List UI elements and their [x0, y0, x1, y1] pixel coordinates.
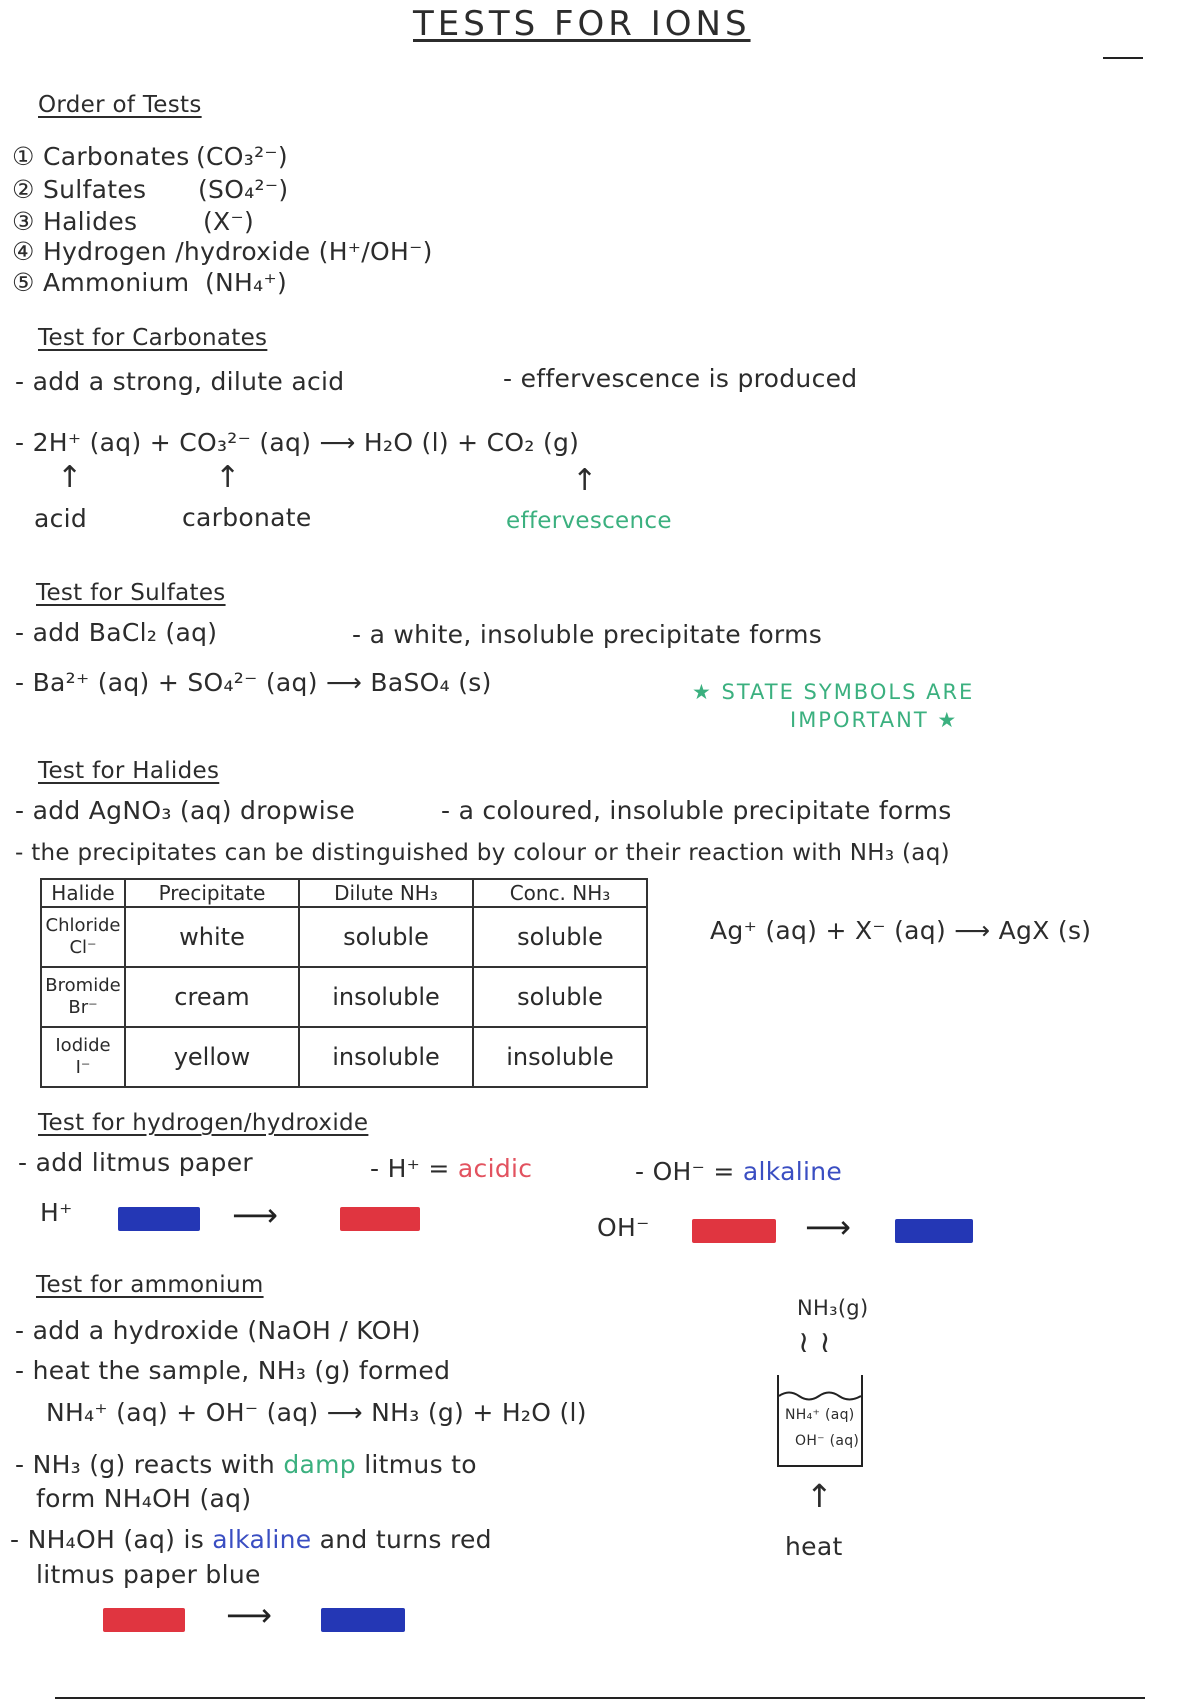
beaker-contents-line: NH₄⁺ (aq)	[785, 1407, 855, 1423]
order-item-ion: (X⁻)	[203, 207, 255, 236]
order-heading: Order of Tests	[38, 92, 202, 118]
halide-cell	[41, 967, 125, 1027]
carbonates-heading: Test for Carbonates	[38, 325, 268, 351]
red-litmus-strip	[692, 1219, 776, 1243]
red-litmus-strip	[340, 1207, 420, 1231]
order-item-number: ②	[12, 175, 35, 204]
order-item-number: ④	[12, 237, 35, 266]
ammonium-step	[10, 1525, 492, 1554]
beaker-contents-line: OH⁻ (aq)	[795, 1433, 860, 1449]
conc-cell: insoluble	[473, 1027, 647, 1087]
order-item-name: Carbonates	[42, 142, 190, 171]
beaker-icon	[777, 1375, 863, 1467]
order-item-name: Hydrogen /hydroxide	[42, 237, 311, 266]
order-item	[12, 175, 146, 204]
hydrogen-alkaline-result	[635, 1157, 842, 1186]
ammonium-step-cont: litmus paper blue	[36, 1560, 261, 1589]
carbonates-label-acid: acid	[34, 504, 88, 533]
halide-ion: I⁻	[75, 1057, 91, 1078]
order-item-name: Sulfates	[42, 175, 147, 204]
carbonates-step: - add a strong, dilute acid	[15, 367, 345, 396]
state-symbols-note: ★ STATE SYMBOLS ARE	[692, 680, 975, 704]
order-item	[12, 268, 189, 297]
table-row	[41, 907, 647, 967]
order-item	[12, 142, 190, 171]
carbonates-equation: - 2H⁺ (aq) + CO₃²⁻ (aq) ⟶ H₂O (l) + CO₂ (g)	[15, 428, 580, 457]
dilute-cell: soluble	[299, 907, 473, 967]
order-item-number: ①	[12, 142, 35, 171]
hydrogen-step: - add litmus paper	[18, 1148, 253, 1177]
ammonium-equation: NH₄⁺ (aq) + OH⁻ (aq) ⟶ NH₃ (g) + H₂O (l)	[46, 1398, 587, 1427]
order-item-name: Halides	[42, 207, 138, 236]
halides-heading: Test for Halides	[38, 758, 220, 784]
ammonium-heading: Test for ammonium	[36, 1272, 264, 1298]
arrow-up-icon: ↑	[215, 460, 241, 495]
order-item	[12, 237, 433, 266]
bottom-divider	[55, 1697, 1145, 1699]
order-item-ion: (H⁺/OH⁻)	[318, 237, 433, 266]
halide-cell	[41, 907, 125, 967]
table-row	[41, 967, 647, 1027]
halide-ion: Br⁻	[68, 997, 98, 1018]
heat-label: heat	[785, 1532, 843, 1561]
sulfates-equation: - Ba²⁺ (aq) + SO₄²⁻ (aq) ⟶ BaSO₄ (s)	[15, 668, 492, 697]
ammonium-step	[15, 1450, 477, 1479]
page-title: TESTS FOR IONS	[413, 4, 751, 44]
order-item-name: Ammonium	[42, 268, 190, 297]
dilute-cell: insoluble	[299, 967, 473, 1027]
result-prefix: - H⁺ =	[370, 1154, 450, 1183]
carbonates-label-carbonate: carbonate	[182, 503, 312, 532]
result-prefix: - OH⁻ =	[635, 1157, 735, 1186]
sulfates-result: - a white, insoluble precipitate forms	[352, 620, 823, 649]
damp-word: damp	[283, 1450, 356, 1479]
state-symbols-note: IMPORTANT ★	[790, 708, 959, 732]
halides-result: - a coloured, insoluble precipitate forms	[441, 796, 952, 825]
step-text: litmus to	[364, 1450, 477, 1479]
beaker-gas-label: NH₃(g)	[797, 1296, 869, 1320]
carbonates-result: - effervescence is produced	[503, 364, 858, 393]
corner-dash	[1103, 57, 1143, 59]
order-item-ion: (CO₃²⁻)	[196, 142, 288, 171]
precipitate-cell: yellow	[125, 1027, 299, 1087]
arrow-right-icon: ⟶	[226, 1596, 272, 1634]
blue-litmus-strip	[321, 1608, 405, 1632]
sulfates-heading: Test for Sulfates	[36, 580, 226, 606]
halide-name: Iodide	[55, 1035, 111, 1056]
ammonium-step: - heat the sample, NH₃ (g) formed	[15, 1356, 451, 1385]
arrow-up-icon: ↑	[572, 463, 598, 498]
order-item-ion: (SO₄²⁻)	[198, 175, 289, 204]
table-row	[41, 1027, 647, 1087]
arrow-right-icon: ⟶	[232, 1196, 278, 1234]
arrow-right-icon: ⟶	[805, 1208, 851, 1246]
step-text: - NH₄OH (aq) is	[10, 1525, 205, 1554]
gas-waves-icon: ≀ ≀	[798, 1325, 831, 1360]
precipitate-cell: white	[125, 907, 299, 967]
halide-ion: Cl⁻	[69, 937, 97, 958]
dilute-cell: insoluble	[299, 1027, 473, 1087]
hydrogen-heading: Test for hydrogen/hydroxide	[38, 1110, 369, 1136]
red-litmus-strip	[103, 1608, 185, 1632]
halides-table	[40, 878, 648, 1088]
heat-arrow-icon: ↑	[806, 1477, 834, 1515]
h-ion-label: H⁺	[40, 1198, 73, 1227]
halides-step: - add AgNO₃ (aq) dropwise	[15, 796, 355, 825]
step-text: and turns red	[319, 1525, 492, 1554]
conc-cell: soluble	[473, 967, 647, 1027]
table-header: Conc. NH₃	[473, 879, 647, 907]
table-header: Halide	[41, 879, 125, 907]
step-text: - NH₃ (g) reacts with	[15, 1450, 276, 1479]
oh-ion-label: OH⁻	[597, 1213, 650, 1242]
table-header-row	[41, 879, 647, 907]
halide-name: Bromide	[45, 975, 121, 996]
halide-name: Chloride	[45, 915, 121, 936]
halides-distinguish: - the precipitates can be distinguished by colour or their reaction with NH₃ (aq)	[15, 840, 950, 866]
alkaline-word: alkaline	[212, 1525, 312, 1554]
blue-litmus-strip	[895, 1219, 973, 1243]
precipitate-cell: cream	[125, 967, 299, 1027]
ammonium-step-cont: form NH₄OH (aq)	[36, 1484, 252, 1513]
table-header: Precipitate	[125, 879, 299, 907]
order-item-number: ⑤	[12, 268, 35, 297]
halide-cell	[41, 1027, 125, 1087]
ammonium-step: - add a hydroxide (NaOH / KOH)	[15, 1316, 421, 1345]
order-item	[12, 207, 137, 236]
hydrogen-acidic-result	[370, 1154, 532, 1183]
table-header: Dilute NH₃	[299, 879, 473, 907]
sulfates-step: - add BaCl₂ (aq)	[15, 618, 218, 647]
order-item-number: ③	[12, 207, 35, 236]
result-alkaline: alkaline	[742, 1157, 843, 1186]
conc-cell: soluble	[473, 907, 647, 967]
liquid-surface-icon	[779, 1389, 861, 1403]
order-item-ion: (NH₄⁺)	[205, 268, 288, 297]
blue-litmus-strip	[118, 1207, 200, 1231]
halides-equation: Ag⁺ (aq) + X⁻ (aq) ⟶ AgX (s)	[710, 916, 1092, 945]
arrow-up-icon: ↑	[57, 460, 83, 495]
carbonates-label-effervescence: effervescence	[506, 508, 672, 534]
result-acidic: acidic	[457, 1154, 533, 1183]
